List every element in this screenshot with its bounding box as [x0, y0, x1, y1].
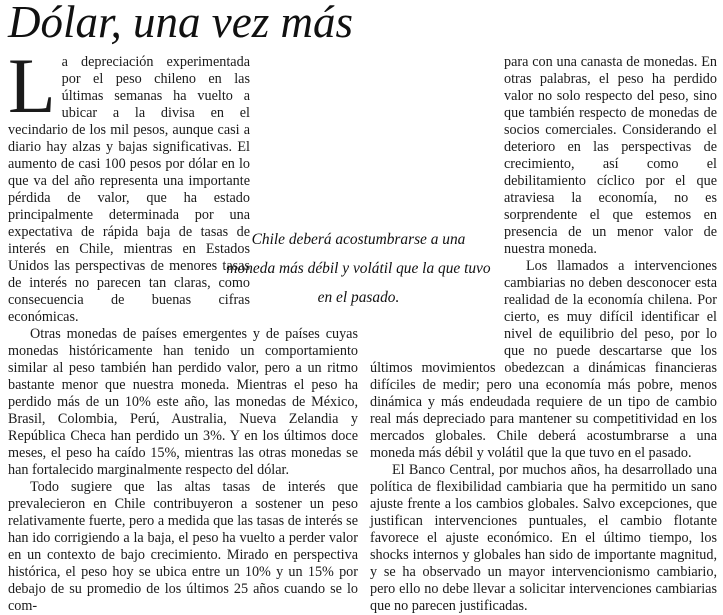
drop-cap: L [8, 42, 56, 129]
article-title: Dólar, una vez más [8, 0, 353, 47]
left-column [8, 42, 358, 615]
paragraph-6: El Banco Central, por muchos años, ha desarrollado una política de flexibilidad cambiaria que ha permitido un sano ajuste frente a los cambios globales. Salvo excepciones, que justifican intervenciones puntuales, el cambio flotante favorece el ajuste económico. En el último tiempo, los shocks internos y globales han sido de importante magnitud, y se ha observado un mayor intervencionismo cambiario, pero ello no debe llevar a solicitar intervenciones cambiarias que no parecen justificadas. [370, 462, 717, 614]
paragraph-3: Todo sugiere que las altas tasas de interés que prevalecieron en Chile contribuyeron a sostener un peso relativamente fuerte, pero a medida que las tasas de interés se han ido corrigiendo a la baja, el peso ha vuelto a perder valor en un contexto de bajo crecimiento. Mirado en perspectiva histórica, el peso hoy se ubica entre un 10% y un 15% por debajo de su promedio de los últimos 25 años cuando se lo com- [8, 479, 358, 614]
paragraph-1-text: a depreciación experimentada por el peso chileno en las últimas semanas ha vuelto a ubicar a la divisa en el vecindario de los mil pesos, aunque casi a diario hay alzas y bajas significativas. El aumento de casi 100 pesos por dólar en lo que va del año representa una importante pérdida de valor, que ha estado principalmente determinada por una expectativa de rápida baja de tasas de interés en Chile, mientras en Estados Unidos las perspectivas de menores tasas de interés no parecen tan claras, como consecuencia de buenas cifras económicas. [8, 54, 250, 325]
paragraph-4: para con una canasta de monedas. En otras palabras, el peso ha perdido valor no solo respecto del peso, sino que también respecto de monedas de socios comerciales. Considerando el deterioro en las perspectivas de crecimiento, así como el debilitamiento cíclico por el que atraviesa la economía, no es sorprendente el que estemos en presencia de un menor valor de nuestra moneda. [504, 54, 717, 257]
right-column [370, 54, 717, 615]
paragraph-5: Los llamados a intervenciones cambiarias no deben desconocer esta realidad de la economía chilena. Por cierto, es muy difícil identificar el nivel de equilibrio del peso, por lo que no puede descartarse que los últimos movimientos obedezcan a dinámicas financieras difíciles de medir; pero una economía más pobre, menos dinámica y más endeudada requiere de un tipo de cambio real más depreciado para mantener su competitividad en los mercados globales. Chile deberá acostumbrarse a una moneda más débil y volátil que la que tuvo en el pasado. [370, 258, 717, 461]
paragraph-2: Otras monedas de países emergentes y de países cuyas monedas históricamente han tenido un comportamiento similar al peso también han perdido valor, pero a un ritmo bastante menor que nuestra moneda. Mientras el peso ha perdido más de un 10% este año, las monedas de México, Brasil, Colombia, Perú, Australia, Nueva Zelandia y República Checa han perdido un 3%. Y en los últimos doce meses, el peso ha caído 15%, mientras las otras monedas se han fortalecido marginalmente respecto del dólar. [8, 326, 358, 478]
pull-quote: Chile deberá acostumbrarse a una moneda más débil y volátil que la que tuvo en el pasado. [226, 231, 491, 306]
